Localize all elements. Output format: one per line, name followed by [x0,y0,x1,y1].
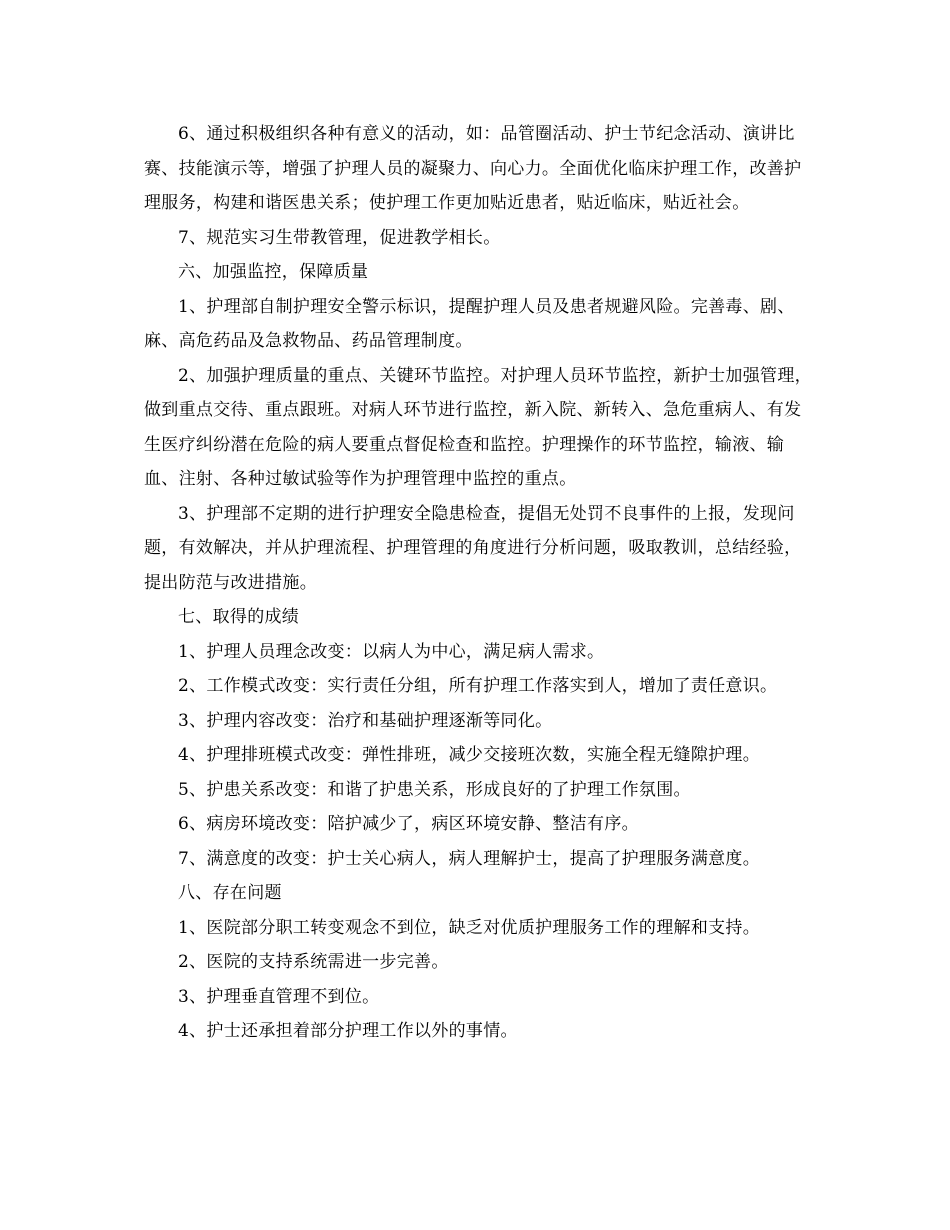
list-item-staff-concepts: 1、医院部分职工转变观念不到位，缺乏对优质护理服务工作的理解和支持。 [178,917,761,938]
paragraph-safety-inspection: 3、护理部不定期的进行护理安全隐患检查，提倡无处罚不良事件的上报，发现问题，有效解决，并从护理流程、护理管理的角度进行分析问题，吸取教训，总结经验，提出防范与改进措施。 [144,503,802,593]
list-item-work-mode-change: 2、工作模式改变：实行责任分组，所有护理工作落实到人，增加了责任意识。 [178,676,778,696]
paragraph-safety-signs: 1、护理部自制护理安全警示标识，提醒护理人员及患者规避风险。完善毒、剧、麻、高危药品及急救物品、药品管理制度。 [144,296,795,351]
list-item-relationship-change: 5、护患关系改变：和谐了护患关系，形成良好的了护理工作氛围。 [178,779,691,800]
paragraph-key-monitoring: 2、加强护理质量的重点、关键环节监控。对护理人员环节监控，新护士加强管理，做到重点交待、重点跟班。对病人环节进行监控，新入院、新转入、急危重病人、有发生医疗纠纷潜在危险的病人要重点督促检查和监控。护理操作的环节监控，输液、输血、注射、各种过敏试验等作为护理管理中监控的重点。 [144,365,812,489]
section-heading-problems: 八、存在问题 [178,883,282,903]
list-item-content-change: 3、护理内容改变：治疗和基础护理逐渐等同化。 [178,710,553,731]
list-item-environment-change: 6、病房环境改变：陪护减少了，病区环境安静、整洁有序。 [178,814,639,834]
list-item-support-system: 2、医院的支持系统需进一步完善。 [178,952,449,972]
list-item-satisfaction-change: 7、满意度的改变：护士关心病人，病人理解护士，提高了护理服务满意度。 [178,848,761,869]
document-body [144,117,816,1049]
section-heading-achievements: 七、取得的成绩 [178,607,300,627]
paragraph-intern-teaching: 7、规范实习生带教管理，促进教学相长。 [178,227,501,248]
list-item-scheduling-change: 4、护理排班模式改变：弹性排班，减少交接班次数，实施全程无缝隙护理。 [178,745,761,765]
paragraph-activities: 6、通过积极组织各种有意义的活动，如：品管圈活动、护士节纪念活动、演讲比赛、技能演示等，增强了护理人员的凝聚力、向心力。全面优化临床护理工作，改善护理服务，构建和谐医患关系；使护理工作更加贴近患者，贴近临床，贴近社会。 [144,124,802,213]
list-item-concept-change: 1、护理人员理念改变：以病人为中心，满足病人需求。 [178,641,605,662]
list-item-extra-duties: 4、护士还承担着部分护理工作以外的事情。 [178,1021,518,1041]
list-item-vertical-management: 3、护理垂直管理不到位。 [178,986,380,1007]
section-heading-monitoring: 六、加强监控，保障质量 [178,262,369,282]
